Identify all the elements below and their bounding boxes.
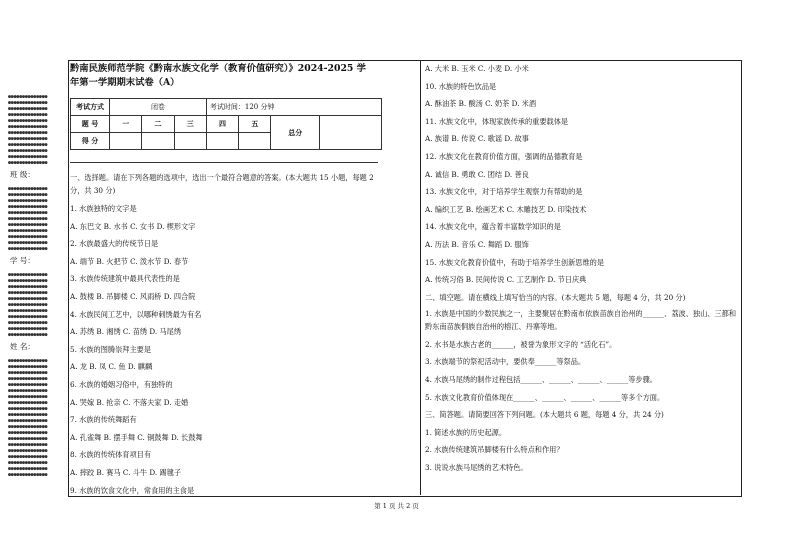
- section-3-intro: 三、简答题。请简要回答下列问题。(本大题共 6 题，每题 4 分，共 24 分): [425, 410, 664, 420]
- score-table: [70, 98, 382, 150]
- score-cell: [206, 133, 238, 150]
- fill-question-1: 1. 水族是中国的少数民族之一，主要聚居在黔南布依族苗族自治州的______、荔波、独山、三都和黔东南苗族侗族自治州的榕江、丹寨等地。: [425, 308, 737, 331]
- score-cell: [110, 133, 142, 150]
- question-line: 11. 水族文化中，体现家族传承的重要载体是: [425, 116, 569, 126]
- options-line: A. 苏绣 B. 湘绣 C. 苗绣 D. 马尾绣: [70, 327, 182, 337]
- right-column: [425, 60, 737, 476]
- dot-leader: ●●●●●●●●●●●●●● ●●●●●●●●●●●●●● ●●●●●●●●●●●●●● ●●●●●●●●●●●●●● ●●●●●●●●●●●●●● ●●●●●●●●●●●●●● ●●●●●●●●●●●●●● ●●●●●●●●●●●●●● ●●●●●●●●●●●●●● ●●●●●●●●●●●●●● ●●●●●●●●●●●●●● ●●●●●●●●●●●●●● ●●●●●●●●●●●●●● ●●●●●●●●●●●●●● ●●●●●●●●●●●●●● ●●●●●●●●●●●●●● ●●●●●●●●●●●●●● ●●●●●●●●●●●●●● ●●●●●●●●●●●●●● ●●●●●●●●●●●●●●: [8, 358, 48, 478]
- short-question-1: 1. 简述水族的历史起源。: [425, 427, 507, 437]
- options-line: A. 鼓楼 B. 吊脚楼 C. 风雨桥 D. 四合院: [70, 291, 196, 301]
- column-divider: [420, 60, 421, 495]
- question-line: 10. 水族的特色饮品是: [425, 81, 497, 91]
- col-1: 一: [110, 116, 142, 133]
- question-line: 14. 水族文化中，蕴含着丰富数学知识的是: [425, 222, 561, 232]
- exam-mode-value: 闭卷: [110, 99, 207, 116]
- section-2-intro: 二、填空题。请在横线上填写恰当的内容。(本大题共 5 题，每题 4 分，共 20 分): [425, 292, 686, 302]
- options-line: A. 龙 B. 凤 C. 鱼 D. 麒麟: [70, 362, 153, 372]
- binding-margin: [8, 94, 60, 478]
- options-line: A. 东巴文 B. 水书 C. 女书 D. 楔形文字: [70, 221, 196, 231]
- question-line: 12. 水族文化在教育价值方面，强调的品德教育是: [425, 151, 583, 161]
- total-label: 总分: [271, 116, 320, 150]
- options-line: A. 历法 B. 音乐 C. 舞蹈 D. 服饰: [425, 239, 529, 249]
- options-line: A. 传统习俗 B. 民间传说 C. 工艺制作 D. 节日庆典: [425, 275, 587, 285]
- question-line: 7. 水族的传统舞蹈有: [70, 415, 137, 425]
- fill-question-4: 4. 水族马尾绣的制作过程包括______、______、______、______等步骤。: [425, 374, 657, 384]
- question-line: 8. 水族的传统体育项目有: [70, 450, 152, 460]
- question-no-label: 题 号: [71, 116, 110, 133]
- score-cell: [239, 133, 271, 150]
- left-column: [70, 169, 378, 499]
- title-line-1: 黔南民族师范学院《黔南水族文化学（教育价值研究）》2024-2025 学: [70, 63, 366, 74]
- section-1-intro: 一、选择题。请在下列各题的选项中，选出一个最符合题意的答案。(本大题共 15 小题，每题 2 分，共 30 分): [70, 173, 374, 195]
- options-line: A. 编织工艺 B. 绘画艺术 C. 木雕技艺 D. 印染技术: [425, 204, 587, 214]
- short-question-3: 3. 说说水族马尾绣的艺术特色。: [425, 462, 528, 472]
- question-line: 9. 水族的饮食文化中，常食用的主食是: [70, 485, 195, 495]
- name-label: 姓 名：: [10, 342, 35, 351]
- class-label: 班 级：: [10, 170, 35, 179]
- col-5: 五: [239, 116, 271, 133]
- col-2: 二: [142, 116, 174, 133]
- score-label: 得 分: [71, 133, 110, 150]
- exam-time: 考试时间：120 分钟: [206, 99, 381, 116]
- col-3: 三: [174, 116, 206, 133]
- dot-leader: ●●●●●●●●●●●●●● ●●●●●●●●●●●●●● ●●●●●●●●●●●●●● ●●●●●●●●●●●●●● ●●●●●●●●●●●●●● ●●●●●●●●●●●●●● ●●●●●●●●●●●●●● ●●●●●●●●●●●●●● ●●●●●●●●●●●●●● ●●●●●●●●●●●●●● ●●●●●●●●●●●●●●: [8, 272, 48, 338]
- options-line: A. 哭嫁 B. 抢亲 C. 不落夫家 D. 走婚: [70, 397, 189, 407]
- question-line: 3. 水族传统建筑中最具代表性的是: [70, 274, 180, 284]
- dot-leader: ●●●●●●●●●●●●●● ●●●●●●●●●●●●●● ●●●●●●●●●●●●●● ●●●●●●●●●●●●●● ●●●●●●●●●●●●●● ●●●●●●●●●●●●●● ●●●●●●●●●●●●●● ●●●●●●●●●●●●●● ●●●●●●●●●●●●●● ●●●●●●●●●●●●●● ●●●●●●●●●●●●●● ●●●●●●●●●●●●●●: [8, 94, 48, 166]
- question-line: 5. 水族的图腾崇拜主要是: [70, 344, 152, 354]
- score-cell: [142, 133, 174, 150]
- options-line: A. 酥油茶 B. 酸汤 C. 奶茶 D. 米酒: [425, 99, 537, 109]
- options-line: A. 端节 B. 火把节 C. 泼水节 D. 春节: [70, 256, 189, 266]
- question-line: 4. 水族民间工艺中，以哪种刺绣最为有名: [70, 309, 202, 319]
- title-line-2: 年第一学期期末试卷（A）: [70, 77, 180, 88]
- options-line: A. 孔雀舞 B. 摆手舞 C. 铜鼓舞 D. 长鼓舞: [70, 432, 203, 442]
- question-line: 2. 水族最盛大的传统节日是: [70, 239, 159, 249]
- options-line: A. 大米 B. 玉米 C. 小麦 D. 小米: [425, 64, 529, 73]
- divider: [70, 162, 378, 163]
- fill-question-3: 3. 水族端节的祭祀活动中，要供奉______等祭品。: [425, 357, 586, 367]
- question-line: 6. 水族的婚姻习俗中，有独特的: [70, 379, 173, 389]
- page-number: 第 1 页 共 2 页: [374, 502, 419, 510]
- options-line: A. 族谱 B. 传说 C. 歌谣 D. 故事: [425, 134, 529, 144]
- question-line: 13. 水族文化中，对于培养学生观察力有帮助的是: [425, 187, 583, 197]
- student-id-label: 学 号：: [10, 256, 35, 265]
- total-cell: [320, 116, 382, 150]
- fill-question-2: 2. 水书是水族古老的______，被誉为象形文字的 “活化石”。: [425, 339, 617, 349]
- question-line: 15. 水族文化教育价值中，有助于培养学生创新思维的是: [425, 257, 605, 267]
- exam-mode-label: 考试方式: [71, 99, 110, 116]
- score-cell: [174, 133, 206, 150]
- exam-title: [70, 62, 390, 90]
- fill-question-5: 5. 水族文化教育价值体现在______、______、______、______等多个方面。: [425, 392, 665, 402]
- dot-leader: ●●●●●●●●●●●●●● ●●●●●●●●●●●●●● ●●●●●●●●●●●●●● ●●●●●●●●●●●●●● ●●●●●●●●●●●●●● ●●●●●●●●●●●●●● ●●●●●●●●●●●●●● ●●●●●●●●●●●●●● ●●●●●●●●●●●●●● ●●●●●●●●●●●●●● ●●●●●●●●●●●●●●: [8, 186, 48, 252]
- question-line: 1. 水族独特的文字是: [70, 204, 137, 213]
- options-line: A. 诚信 B. 勇敢 C. 团结 D. 善良: [425, 169, 529, 179]
- col-4: 四: [206, 116, 238, 133]
- short-question-2: 2. 水族传统建筑吊脚楼有什么特点和作用？: [425, 445, 564, 455]
- options-line: A. 摔跤 B. 赛马 C. 斗牛 D. 踢毽子: [70, 467, 182, 477]
